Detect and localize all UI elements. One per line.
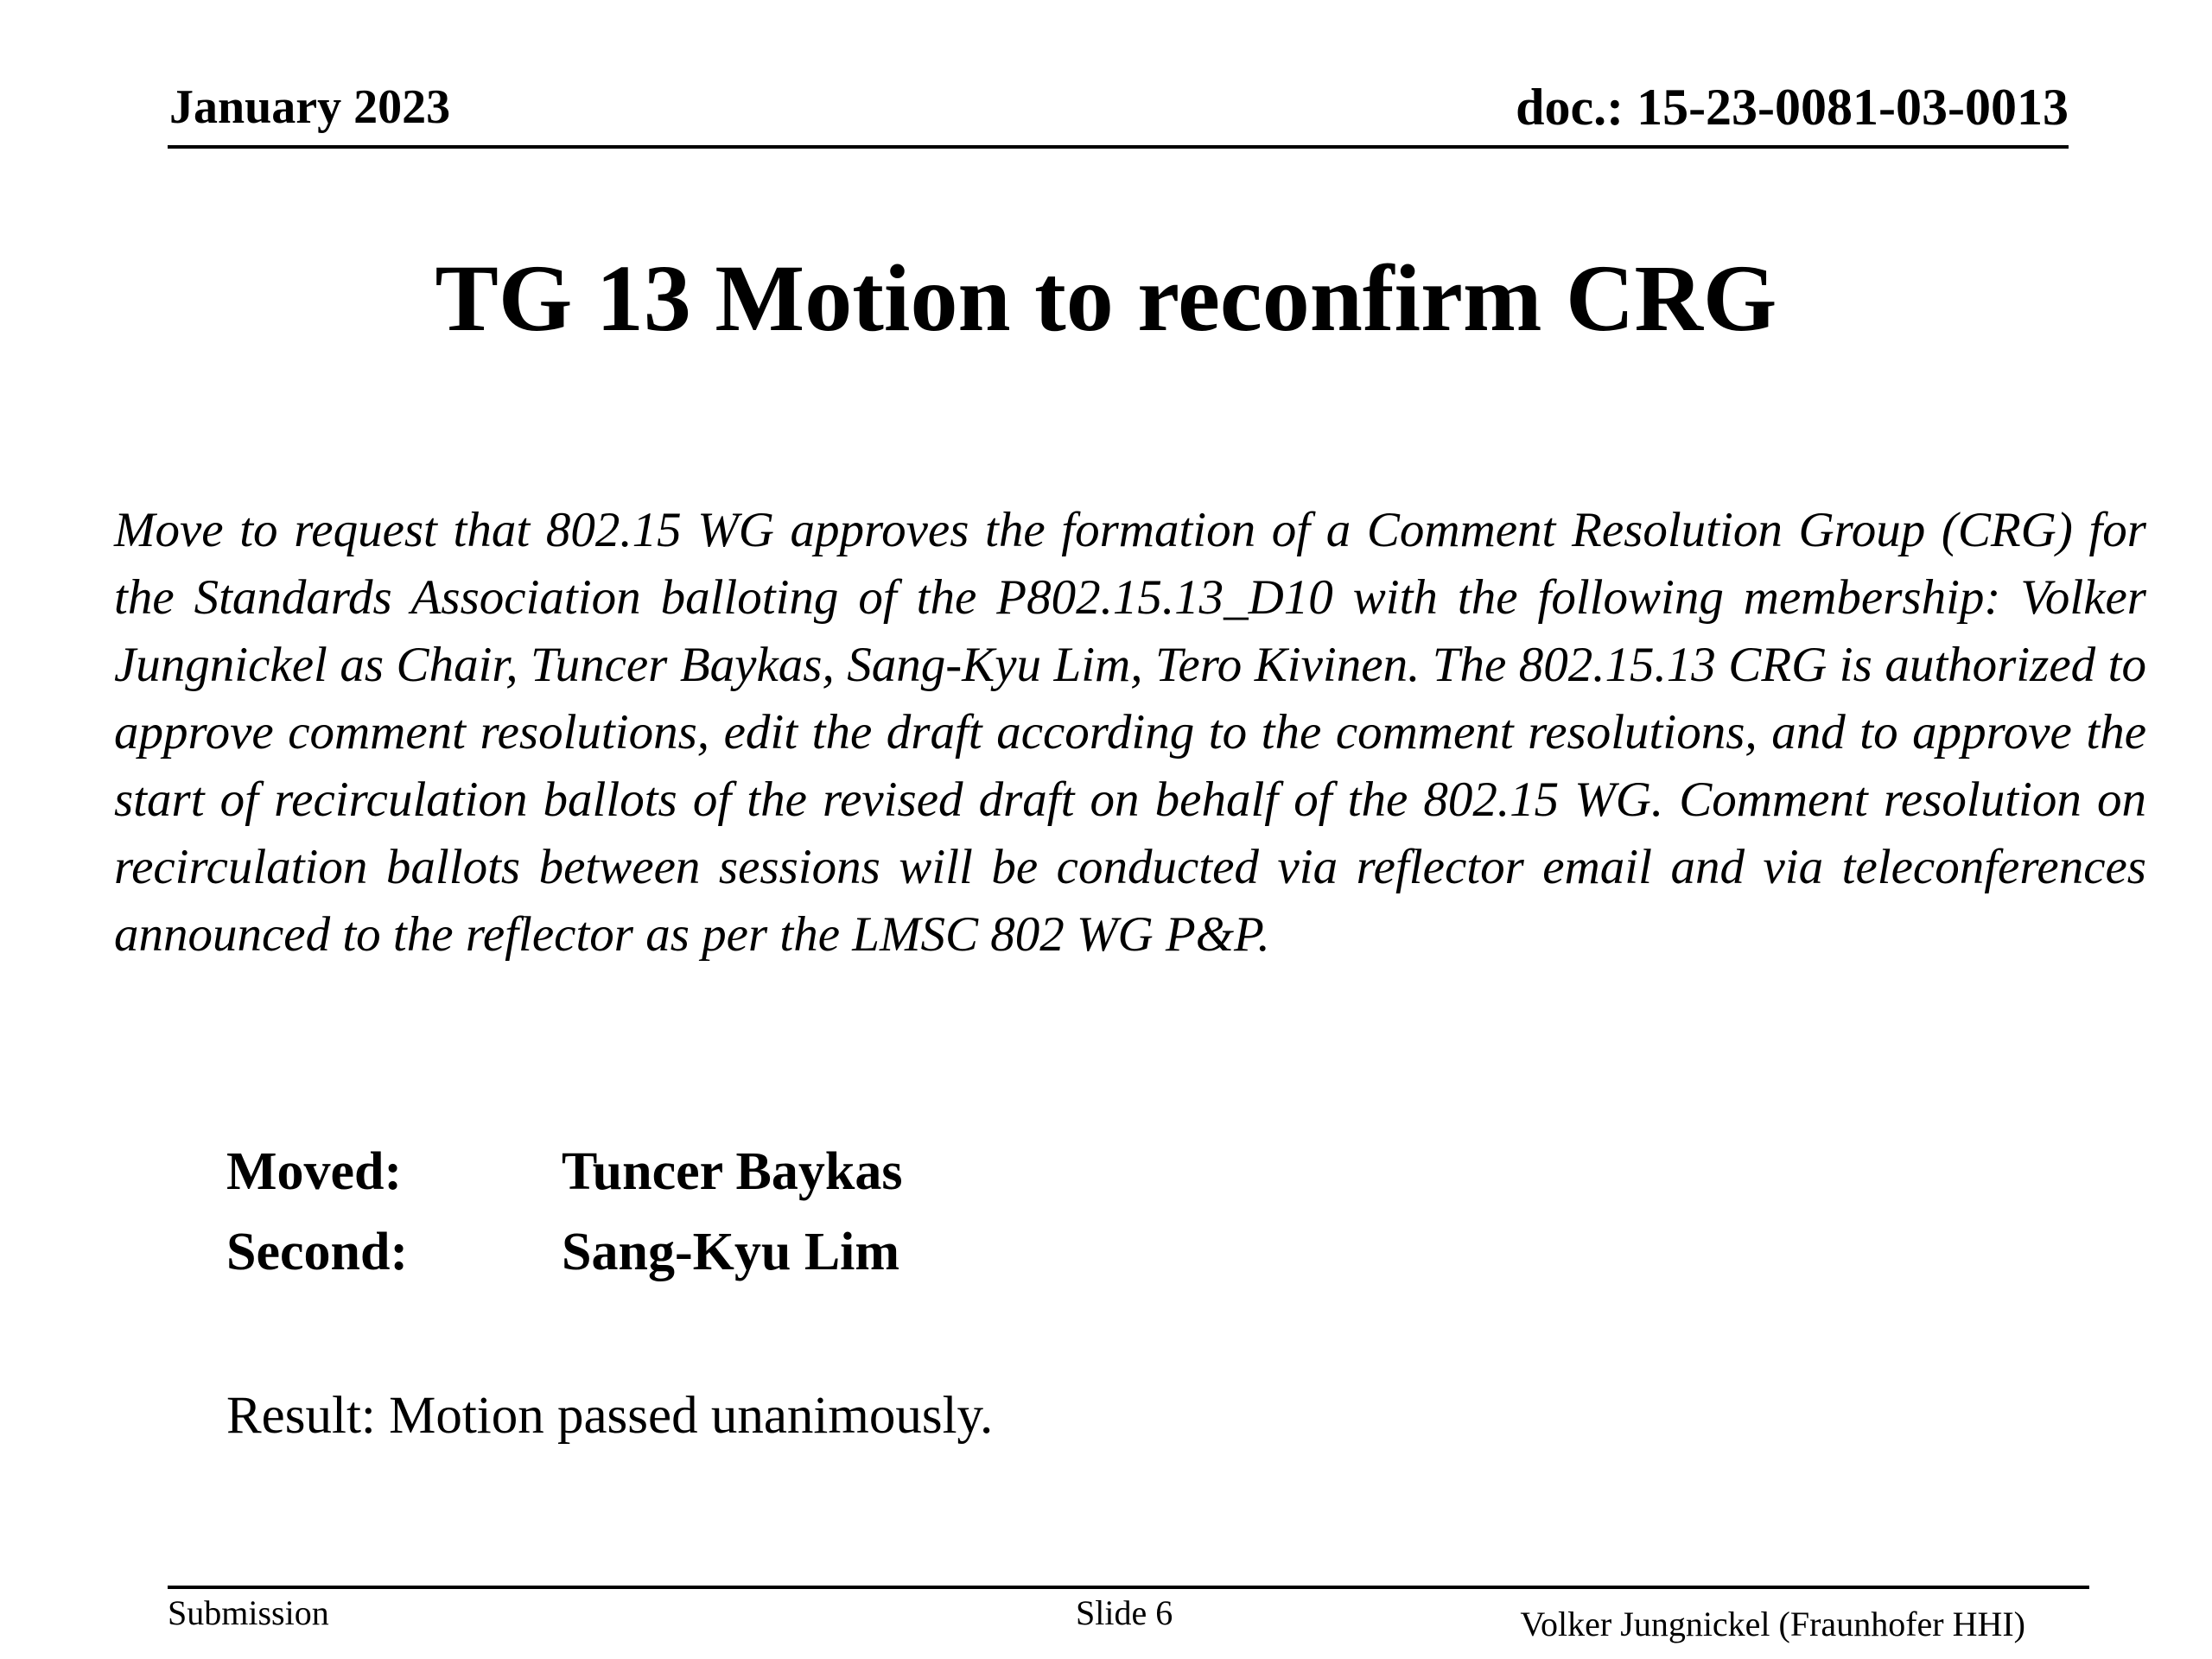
second-name: Sang-Kyu Lim — [562, 1223, 900, 1281]
slide-title: TG 13 Motion to reconfirm CRG — [435, 245, 1777, 351]
header-divider — [168, 145, 2069, 149]
moved-name: Tuncer Baykas — [562, 1142, 903, 1201]
footer-author: Volker Jungnickel (Fraunhofer HHI) — [1520, 1605, 2025, 1643]
second-label: Second: — [226, 1223, 409, 1281]
moved-label: Moved: — [226, 1142, 403, 1201]
header-date: January 2023 — [169, 80, 451, 134]
slide-number: Slide 6 — [1076, 1593, 1173, 1632]
document-id: doc.: 15-23-0081-03-0013 — [1516, 79, 2069, 136]
result-text: Result: Motion passed unanimously. — [226, 1387, 994, 1445]
footer-divider — [168, 1586, 2089, 1589]
motion-text: Move to request that 802.15 WG approves the formation of a Comment Resolution Group (CRG) for the Standards Association balloting of the P802.15.13_D10 with the following membership: Volker Jungnickel as Chair, Tuncer Baykas, Sang-Kyu Lim, Tero Kivinen. The 802.15.13 CRG is authorized to approve comment resolutions, edit the draft according to the comment resolutions, and to approve the start of recirculation ballots of the revised draft on behalf of the 802.15 WG. Comment resolution on recirculation ballots between sessions will be conducted via reflector email and via teleconferences announced to the reflector as per the LMSC 802 WG P&P. — [114, 503, 2146, 962]
footer-submission: Submission — [168, 1593, 329, 1632]
